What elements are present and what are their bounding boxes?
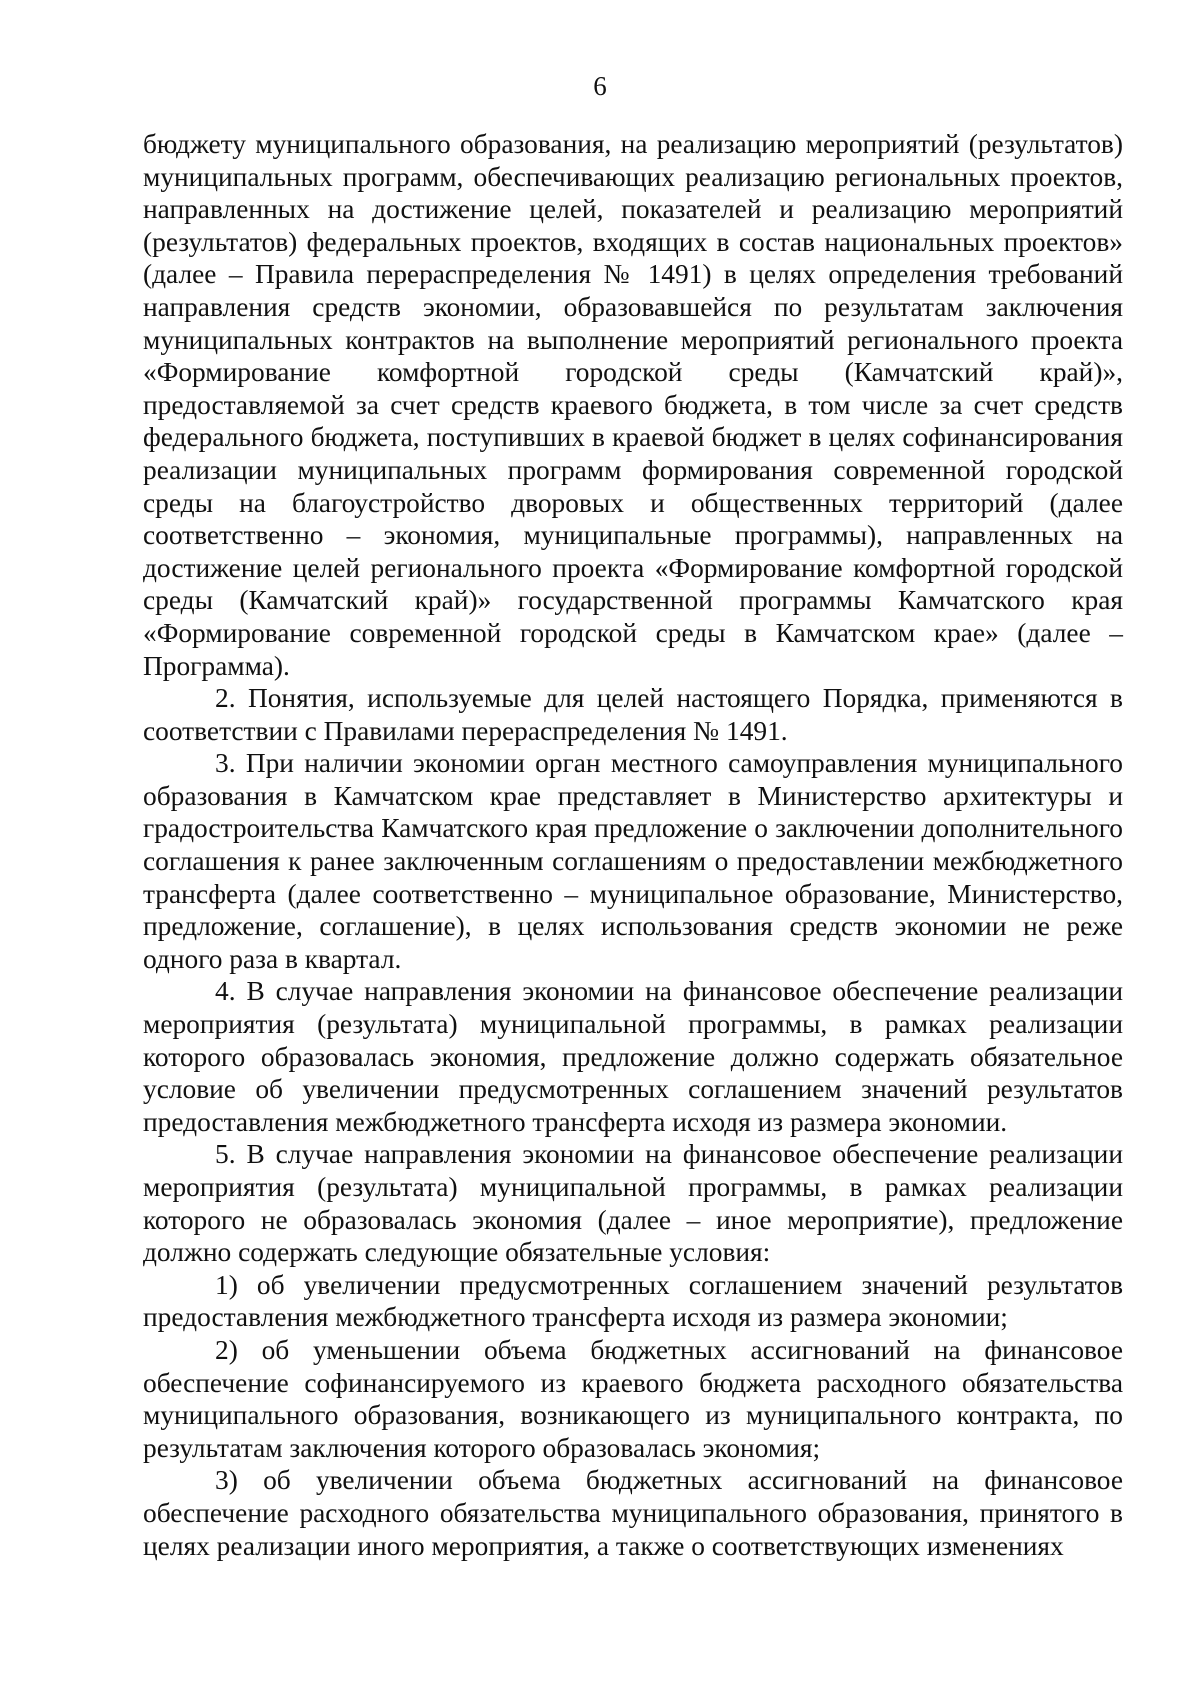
paragraph-item-3: 3. При наличии экономии орган местного самоуправления муниципального образования в Камчатском крае представляет в Министерство архитектуры и градостроительства Камчатского края предложение о заключении дополнительного соглашения к ранее заключенным соглашениям о предоставлении межбюджетного трансферта (далее соответственно – муниципальное образование, Министерство, предложение, соглашение), в целях использования средств экономии не реже одного раза в квартал. <box>143 748 1123 974</box>
subitem-2: 2) об уменьшении объема бюджетных ассигнований на финансовое обеспечение софинансируемого из краевого бюджета расходного обязательства муниципального образования, возникающего из муниципального контракта, по результатам заключения которого образовалась экономия; <box>143 1334 1123 1463</box>
subitem-1: 1) об увеличении предусмотренных соглашением значений результатов предоставления межбюджетного трансферта исходя из размера экономии; <box>143 1269 1123 1333</box>
paragraph-item-5: 5. В случае направления экономии на финансовое обеспечение реализации мероприятия (результата) муниципальной программы, в рамках реализации которого не образовалась экономия (далее – иное мероприятие), предложение должно содержать следующие обязательные условия: <box>143 1139 1123 1268</box>
document-body <box>143 128 1123 1562</box>
paragraph-item-4: 4. В случае направления экономии на финансовое обеспечение реализации мероприятия (результата) муниципальной программы, в рамках реализации которого образовалась экономия, предложение должно содержать обязательное условие об увеличении предусмотренных соглашением значений результатов предоставления межбюджетного трансферта исходя из размера экономии. <box>143 976 1123 1137</box>
paragraph-item-2: 2. Понятия, используемые для целей настоящего Порядка, применяются в соответствии с Правилами перераспределения № 1491. <box>143 683 1123 746</box>
subitem-3: 3) об увеличении объема бюджетных ассигнований на финансовое обеспечение расходного обязательства муниципального образования, принятого в целях реализации иного мероприятия, а также о соответствующих изменениях <box>143 1465 1123 1561</box>
paragraph-continuation: бюджету муниципального образования, на реализацию мероприятий (результатов) муниципальных программ, обеспечивающих реализацию региональных проектов, направленных на достижение целей, показателей и реализацию мероприятий (результатов) федеральных проектов, входящих в состав национальных проектов» (далее – Правила перераспределения № 1491) в целях определения требований направления средств экономии, образовавшейся по результатам заключения муниципальных контрактов на выполнение мероприятий регионального проекта «Формирование комфортной городской среды (Камчатский край)», предоставляемой за счет средств краевого бюджета, в том числе за счет средств федерального бюджета, поступивших в краевой бюджет в целях софинансирования реализации муниципальных программ формирования современной городской среды на благоустройство дворовых и общественных территорий (далее соответственно – экономия, муниципальные программы), направленных на достижение целей регионального проекта «Формирование комфортной городской среды (Камчатский край)» государственной программы Камчатского края «Формирование современной городской среды в Камчатском крае» (далее – Программа). <box>143 129 1123 681</box>
page-number: 6 <box>593 71 607 101</box>
